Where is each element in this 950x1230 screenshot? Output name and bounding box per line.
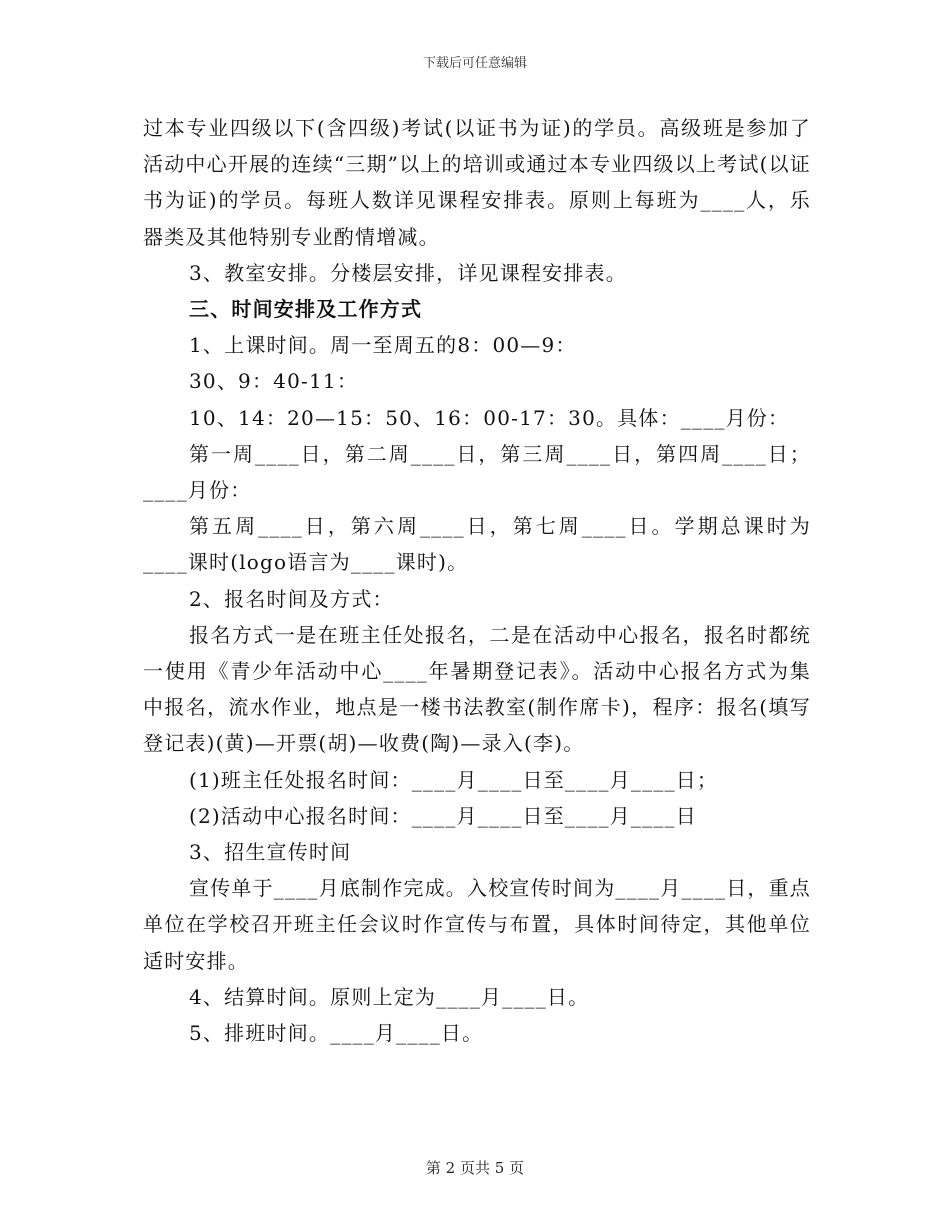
paragraph-scheduling: 5、排班时间。____月____日。: [189, 1021, 484, 1046]
paragraph-weeks-2: 第五周____日，第六周____日，第七周____日。学期总课时为____课时(logo语言为____课时)。: [143, 514, 811, 575]
paragraph-1: 过本专业四级以下(含四级)考试(以证书为证)的学员。高级班是参加了活动中心开展的连续“三期”以上的培训或通过本专业四级以上考试(以证书为证)的学员。每班人数详见课程安排表。原则上每班为____人，乐器类及其他特别专业酌情增减。: [143, 116, 811, 249]
document-body: [143, 110, 811, 1051]
paragraph-publicity: 宣传单于____月底制作完成。入校宣传时间为____月____日，重点单位在学校召开班主任会议时作宣传与布置，具体时间待定，其他单位适时安排。: [143, 876, 811, 973]
paragraph-class-time-1: 1、上课时间。周一至周五的8：00—9：: [189, 333, 577, 358]
paragraph-weeks-1: 第一周____日，第二周____日，第三周____日，第四周____日；____月份：: [143, 441, 811, 503]
paragraph-registration-time-2: (2)活动中心报名时间：____月____日至____月____日: [189, 803, 697, 828]
paragraph-class-time-3: 10、14：20—15：50、16：00-17：30。具体：____月份：: [189, 405, 790, 430]
paragraph-classroom: 3、教室安排。分楼层安排，详见课程安排表。: [189, 260, 627, 285]
section-heading-3: 三、时间安排及工作方式: [189, 297, 423, 322]
paragraph-publicity-title: 3、招生宣传时间: [189, 840, 352, 865]
page-footer: 第 2 页共 5 页: [425, 1159, 525, 1177]
page-header: 下载后可任意编辑: [422, 56, 527, 71]
paragraph-registration-method: 报名方式一是在班主任处报名，二是在活动中心报名，报名时都统一使用《青少年活动中心____年暑期登记表》。活动中心报名方式为集中报名，流水作业，地点是一楼书法教室(制作席卡)，程序：报名(填写登记表)(黄)—开票(胡)—收费(陶)—录入(李)。: [143, 622, 811, 756]
paragraph-settlement: 4、结算时间。原则上定为____月____日。: [189, 984, 590, 1009]
paragraph-registration-title: 2、报名时间及方式：: [189, 586, 394, 611]
paragraph-class-time-2: 30、9：40-11：: [189, 369, 359, 394]
paragraph-registration-time-1: (1)班主任处报名时间：____月____日至____月____日；: [189, 767, 719, 792]
